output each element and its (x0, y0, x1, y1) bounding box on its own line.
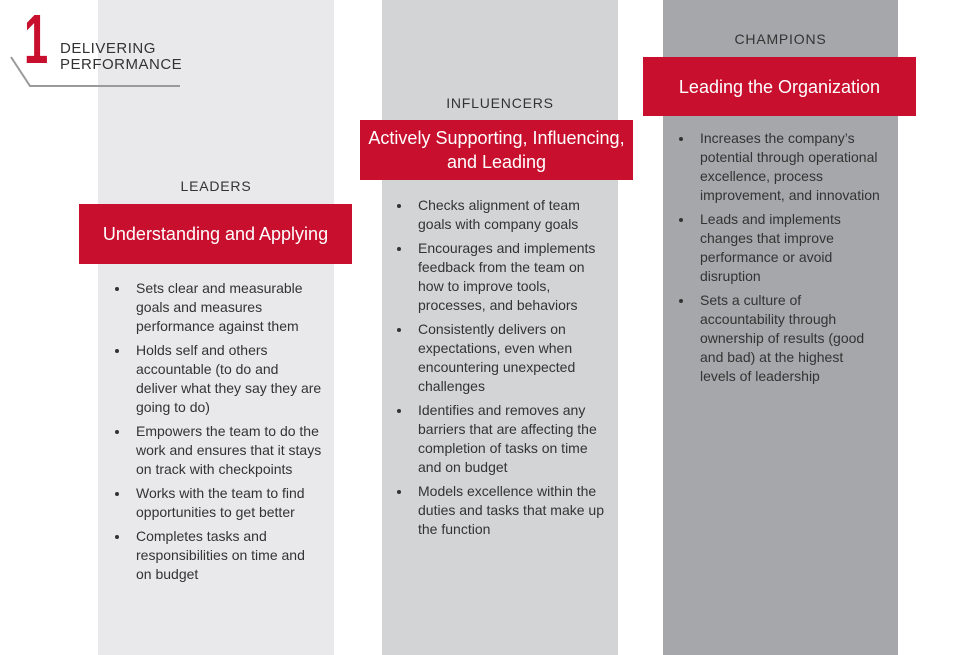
leaders-heading: LEADERS (180, 178, 252, 194)
influencers-title: Actively Supporting, Influencing, and Leading (368, 128, 625, 172)
list-item: Leads and implements changes that improve performance or avoid disruption (676, 210, 882, 286)
leaders-bullet-list (112, 279, 322, 589)
section-title (60, 41, 182, 73)
list-item: Empowers the team to do the work and ensures that it stays on track with checkpoints (112, 422, 322, 479)
list-item: Sets a culture of accountability through ownership of results (good and bad) at the highest levels of leadership (676, 291, 882, 386)
champions-bullet-list (676, 129, 882, 391)
list-item: Works with the team to find opportunities to get better (112, 484, 322, 522)
influencers-title-box (360, 120, 633, 180)
list-item: Models excellence within the duties and tasks that make up the function (394, 482, 606, 539)
list-item: Identifies and removes any barriers that are affecting the completion of tasks on time and on budget (394, 401, 606, 477)
list-item: Encourages and implements feedback from the team on how to improve tools, processes, and behaviors (394, 239, 606, 315)
list-item: Increases the company’s potential through operational excellence, process improvement, and innovation (676, 129, 882, 205)
champions-title-box (643, 57, 916, 116)
champions-heading: CHAMPIONS (734, 31, 827, 47)
section-number: 1 (24, 0, 49, 78)
leaders-title: Understanding and Applying (102, 224, 329, 244)
champions-title: Leading the Organization (678, 76, 881, 97)
list-item: Completes tasks and responsibilities on time and on budget (112, 527, 322, 584)
section-title-line1: DELIVERING (60, 40, 156, 57)
influencers-heading: INFLUENCERS (446, 95, 554, 111)
influencers-bullet-list (394, 196, 606, 544)
list-item: Consistently delivers on expectations, even when encountering unexpected challenges (394, 320, 606, 396)
list-item: Sets clear and measurable goals and measures performance against them (112, 279, 322, 336)
list-item: Checks alignment of team goals with company goals (394, 196, 606, 234)
leaders-title-box (79, 204, 352, 264)
list-item: Holds self and others accountable (to do and deliver what they say they are going to do) (112, 341, 322, 417)
section-title-line2: PERFORMANCE (60, 56, 183, 73)
